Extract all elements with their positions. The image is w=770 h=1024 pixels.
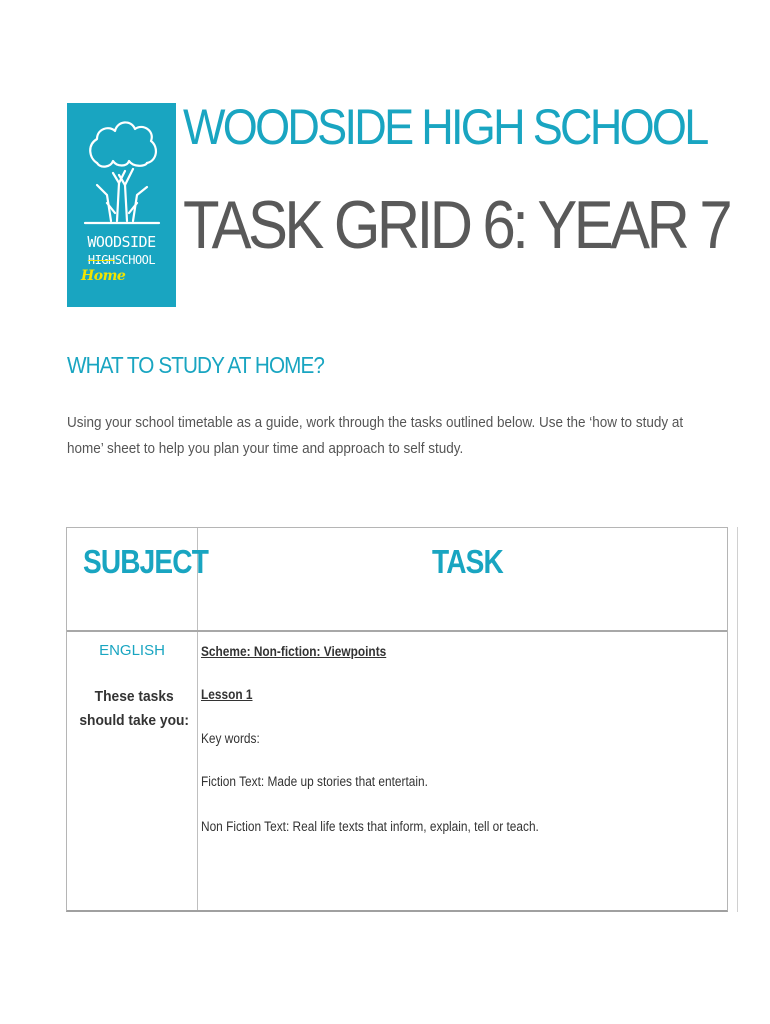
intro-text: Using your school timetable as a guide, work through the tasks outlined below. Use the ‘how to study at home’ sheet to help you plan your time and approach to self study. (67, 414, 684, 457)
time-note: These tasks should take you: (79, 688, 190, 729)
header-divider (67, 630, 727, 632)
school-logo (67, 103, 176, 307)
column-divider (197, 528, 198, 910)
lesson-title: Lesson 1 (201, 687, 253, 702)
school-name: WOODSIDE HIGH SCHOOL (183, 99, 707, 155)
logo-word-school-text: SCHOOL (114, 253, 156, 267)
fiction-definition: Fiction Text: Made up stories that entertain. (201, 774, 428, 789)
logo-word-school (67, 253, 176, 267)
task-column-header: TASK (432, 543, 503, 580)
logo-word-high-struck: HIGH (87, 253, 115, 267)
section-heading: WHAT TO STUDY AT HOME? (67, 352, 325, 378)
scheme-title: Scheme: Non-fiction: Viewpoints (201, 644, 387, 659)
subject-name: ENGLISH (99, 642, 165, 659)
page-edge-line (737, 527, 738, 912)
logo-word-home: Home (81, 268, 126, 284)
task-grid-table (66, 527, 728, 912)
non-fiction-definition: Non Fiction Text: Real life texts that inform, explain, tell or teach. (201, 819, 539, 834)
subject-column-header: SUBJECT (83, 543, 208, 580)
logo-word-woodside: WOODSIDE (87, 233, 156, 251)
page-title: TASK GRID 6: YEAR 7 (183, 187, 730, 263)
key-words-label: Key words: (201, 731, 260, 746)
